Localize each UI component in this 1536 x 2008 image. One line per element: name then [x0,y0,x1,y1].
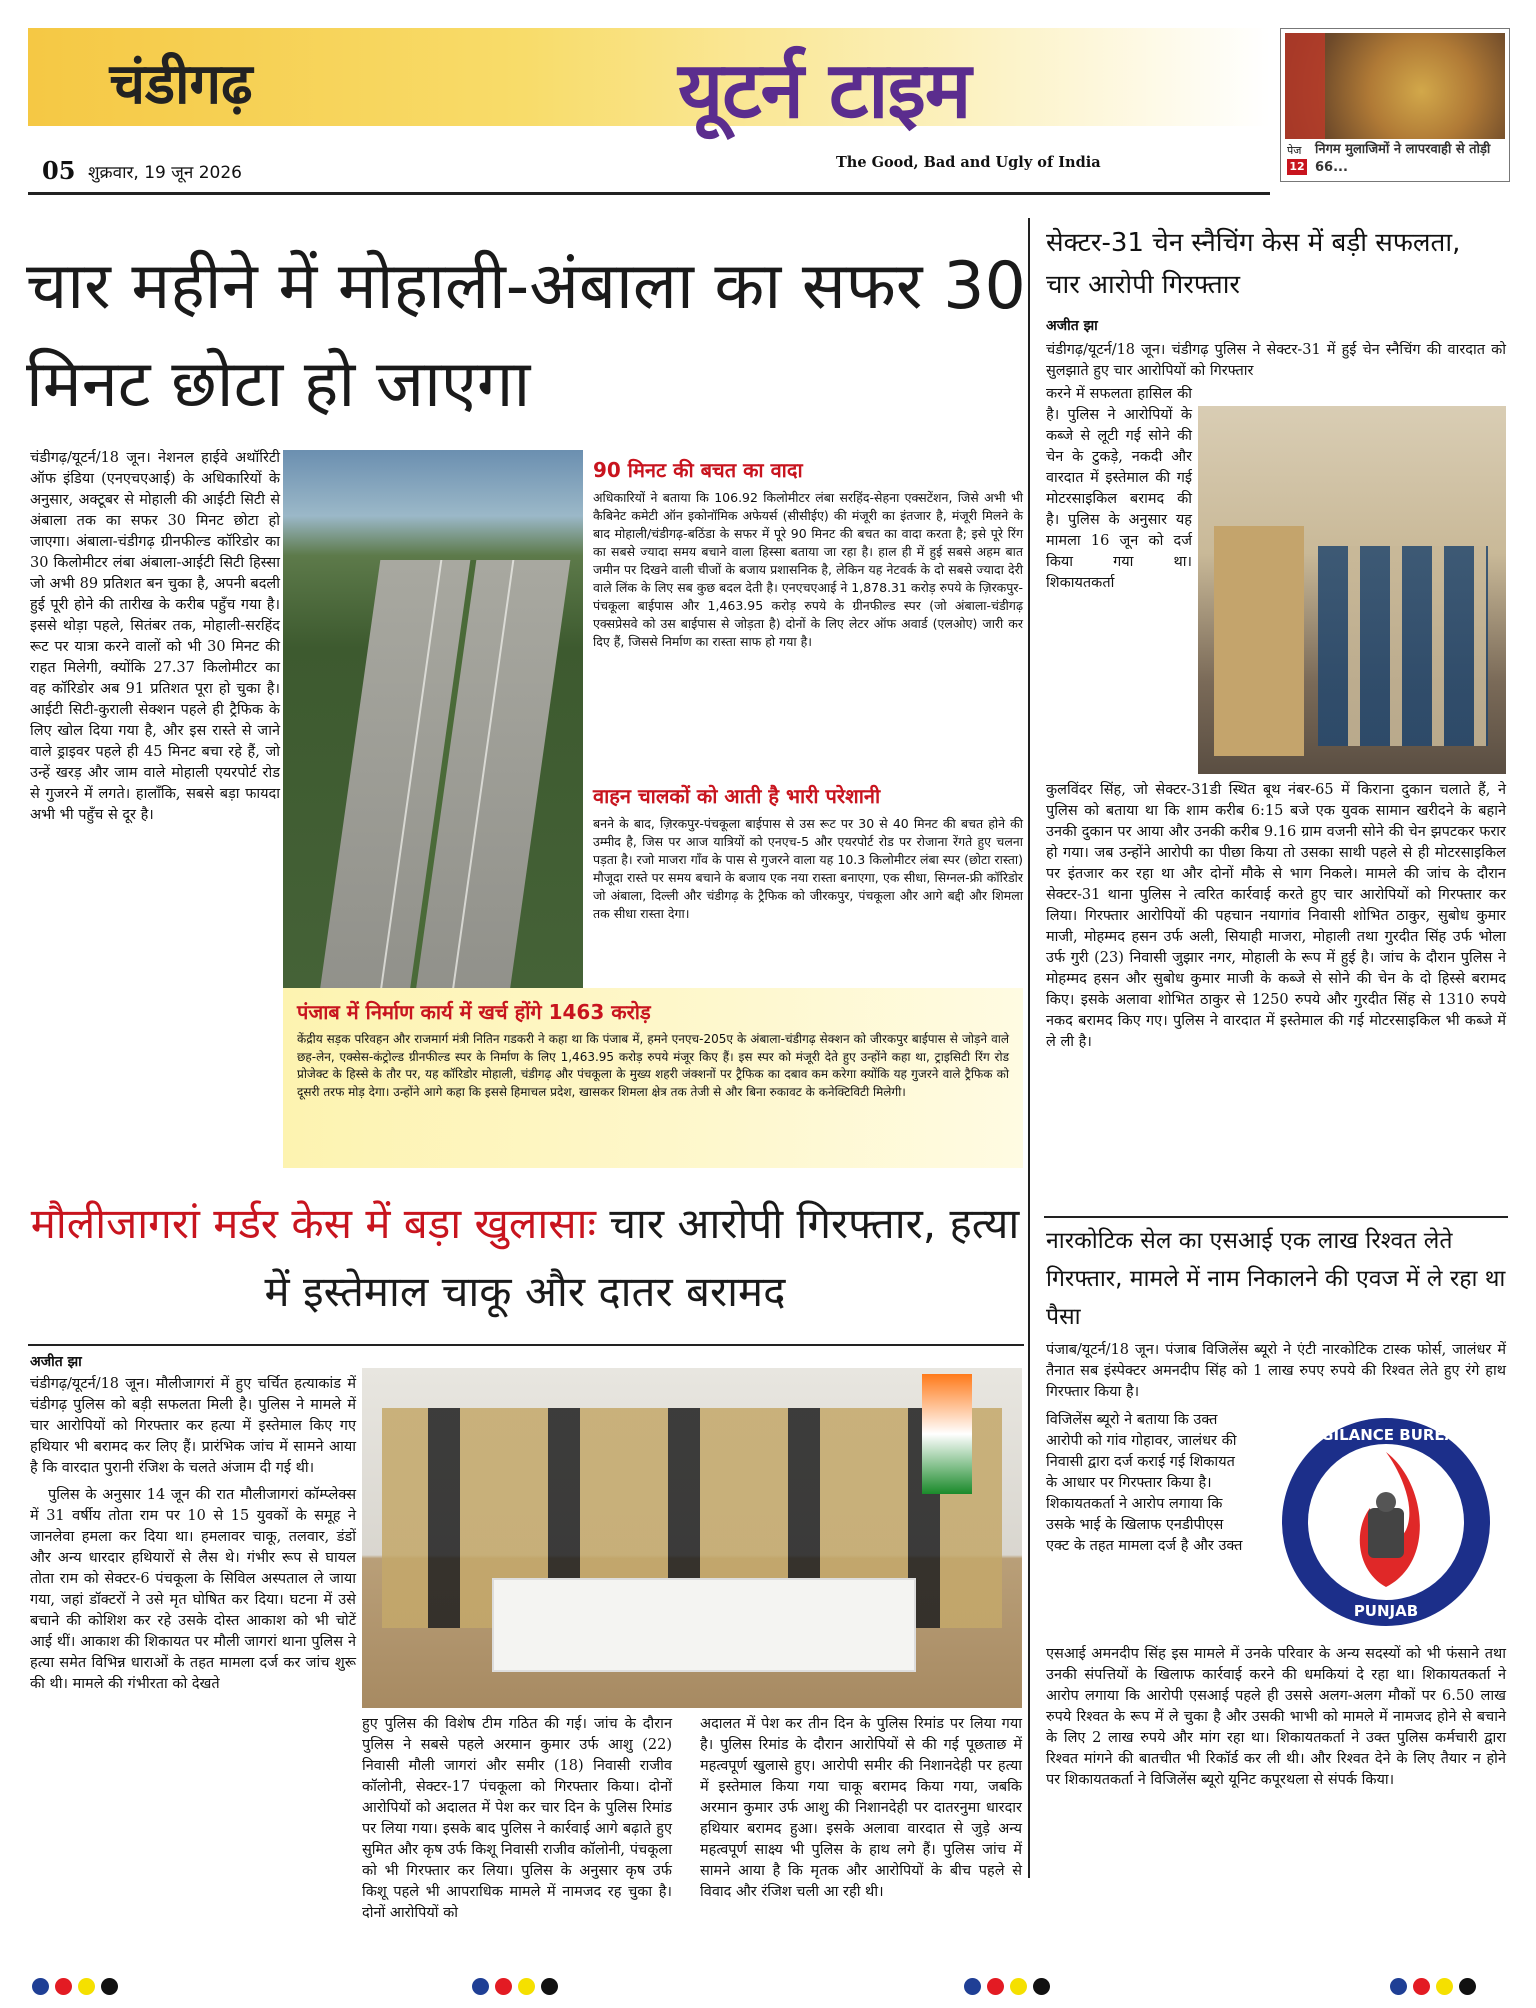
masthead-rule [28,192,1270,195]
registration-dots-center [472,1978,558,1995]
reg-dot [78,1978,95,1995]
teaser-photo [1285,33,1505,139]
reg-dot [1390,1978,1407,1995]
chain-narrow-text: करने में सफलता हासिल की है। पुलिस ने आरोपियों के कब्जे से लूटी गई सोने की चेन के टुकड़े, नकदी और वारदात में इस्तेमाल की गई मोटरसाइकिल बरामद की है। पुलिस के अनुसार यह मामला 16 जून को दर्ज किया गया था। शिकायतकर्ता [1046,386,1192,591]
vigilance-intro-text: पंजाब/यूटर्न/18 जून। पंजाब विजिलेंस ब्यूरो ने एंटी नारकोटिक टास्क फोर्स, जालंधर में तैनात सब इंस्पेक्टर अमनदीप सिंह को 1 लाख रुपए रुपये की रिश्वत लेते हुए रंगे हाथ गिरफ्तार किया है। [1046,1342,1506,1400]
registration-dots-left [32,1978,118,1995]
murder-col2-text: हुए पुलिस की विशेष टीम गठित की गई। जांच के दौरान पुलिस ने सबसे पहले अरमान कुमार उर्फ आशु (22) निवासी मौली जागरां और समीर (18) निवासी राजीव कॉलोनी, सेक्टर-17 पंचकूला को गिरफ्तार किया। दोनों आरोपियों को अदालत में पेश कर चार दिन के पुलिस रिमांड पर लिया गया। इसके बाद पुलिस ने कार्रवाई आगे बढ़ाते हुए सुमित और कृष उर्फ किशू निवासी राजीव कॉलोनी, पंचकूला को भी गिरफ्तार कर लिया। पुलिस के अनुसार कृष उर्फ किशू पहले भी आपराधिक मामले में नामजद रह चुका है। दोनों आरोपियों को [362,1716,672,1921]
masthead [28,28,1270,185]
vigilance-intro [1046,1340,1506,1403]
chain-headline: सेक्टर-31 चेन स्नैचिंग केस में बड़ी सफलता, चार आरोपी गिरफ्तार [1046,228,1461,300]
registration-dots-right [964,1978,1050,1995]
vigilance-narrow-text: विजिलेंस ब्यूरो ने बताया कि उक्त आरोपी को गांव गोहावर, जालंधर की निवासी द्वारा दर्ज कराई गई शिकायत के आधार पर गिरफ्तार किया है। शिकायतकर्ता ने आरोप लगाया कि उसके भाई के खिलाफ एनडीपीएस एक्ट के तहत मामला दर्ज है और उक्त [1046,1412,1243,1554]
reg-dot [32,1978,49,1995]
vigilance-logo-top-text: VIGILANCE BUREAU [1303,1426,1469,1444]
murder-headline-black: चार आरोपी गिरफ्तार, हत्या में इस्तेमाल चाकू और दातर बरामद [264,1199,1020,1316]
infobox-body: केंद्रीय सड़क परिवहन और राजमार्ग मंत्री नितिन गडकरी ने कहा था कि पंजाब में, हमने एनएच-205ए के अंबाला-चंडीगढ़ सेक्शन को जीरकपुर बाईपास से जोड़ने वाले छह-लेन, एक्सेस-कंट्रोल्ड ग्रीनफील्ड स्पर के निर्माण के लिए 1,463.95 करोड़ रुपये मंजूर किए हैं। इस स्पर को मंजूरी देते हुए उन्होंने कहा था, ट्राइसिटी रिंग रोड प्रोजेक्ट के हिस्से के तौर पर, यह कॉरिडोर मोहाली, चंडीगढ़ और पंचकूला के मुख्य शहरी जंक्शनों पर ट्रैफिक का दबाव कम करेगा क्योंकि यह गुजरने वाले ट्रैफिक को दूसरी तरफ मोड़ देगा। उन्होंने आगे कहा कि इससे हिमाचल प्रदेश, खासकर शिमला क्षेत्र तक तेजी से और बिना रुकावट के कनेक्टिविटी मिलेगी। [297,1032,1009,1099]
page-number: 05 [42,156,76,185]
registration-dots-far-right [1390,1978,1476,1995]
reg-dot [1010,1978,1027,1995]
vigilance-narrow [1046,1410,1250,1557]
sub2-title: वाहन चालकों को आती है भारी परेशानी [593,784,881,808]
vigilance-logo [1266,1412,1506,1634]
murder-rule [28,1344,1024,1346]
teaser-page-badge: 12 [1287,159,1307,175]
chain-rest-text: कुलविंदर सिंह, जो सेक्टर-31डी स्थित बूथ नंबर-65 में किराना दुकान चलाते हैं, ने पुलिस को बताया था कि शाम करीब 6:15 बजे एक युवक सामान खरीदने के बहाने उनकी दुकान पर आया और उनकी करीब 9.16 ग्राम वजनी सोने की चेन झपटकर फरार हो गया। जब उन्होंने आरोपी का पीछा किया तो उसका साथी पहले से ही मोटरसाइकिल पर इंतजार कर रहा था और दोनों मौके से भाग निकले। मामले की जांच के दौरान सेक्टर-31 थाना पुलिस ने त्वरित कार्रवाई करते हुए चार आरोपियों को गिरफ्तार कर लिया। गिरफ्तार आरोपियों की पहचान नयागांव निवासी शोभित ठाकुर, सुबोध कुमार माजी, मोहम्मद हसन उर्फ अली, सियाही माजरा, मोहाली तथा गुरदीत सिंह उर्फ भोला उर्फ गुरी (23) निवासी जुझार नगर, मोहाली के रूप में हुई है। जांच के दौरान पुलिस ने मोहम्मद हसन और सुबोध कुमार माजी के कब्जे से सोने की चेन के दो हिस्से बरामद किए। इसके अलावा शोभित ठाकुर से 1250 रुपये और गुरदीत सिंह से 1310 रुपये नकद बरामद किए गए। पुलिस ने वारदात में इस्तेमाल की गई मोटरसाइकिल भी कब्जे में ले ली है। [1046,782,1506,1050]
chain-intro [1046,340,1506,382]
sub2-body: बनने के बाद, ज़िरकपुर-पंचकूला बाईपास से उस रूट पर 30 से 40 मिनट की बचत होने की उम्मीद है, जिस पर आज यात्रियों को एनएच-5 और एयरपोर्ट रोड पर रोजाना रेंगते हुए चलना पड़ता है। रजो माजरा गाँव के पास से गुजरने वाला यह 10.3 किलोमीटर लंबा स्पर (छोटा रास्ता) मौजूदा रास्ते पर समय बचाने के बजाय एक नया रास्ता बनाएगा, एक सीधा, सिग्नल-फ्री कॉरिडोर जो अंबाला, दिल्ली और चंडीगढ़ के ट्रैफिक को जीरकपुर, पंचकूला और आगे बद्दी और शिमला तक सीधा रास्ता देगा। [593,816,1023,921]
reg-dot [1459,1978,1476,1995]
murder-byline: अजीत झा [30,1354,82,1370]
lead-sub2 [593,782,1023,923]
vigilance-bureau-seal [1266,1412,1506,1634]
murder-headline-red: मौलीजागरां मर्डर केस में बड़ा खुलासाः [30,1199,596,1248]
city-label: चंडीगढ़ [109,52,253,117]
reg-dot [1436,1978,1453,1995]
reg-dot [518,1978,535,1995]
murder-col3-text: अदालत में पेश कर तीन दिन के पुलिस रिमांड पर लिया गया है। पुलिस रिमांड के दौरान आरोपियों से की गई पूछताछ में महत्वपूर्ण खुलासे हुए। आरोपी समीर की निशानदेही पर हत्या में इस्तेमाल किया गया चाकू बरामद किया गया, जबकि अरमान कुमार उर्फ आशु की निशानदेही पर दातरनुमा धारदार हथियार बरामद हुआ। इसके अलावा वारदात से जुड़े अन्य महत्वपूर्ण साक्ष्य भी पुलिस के हाथ लगे हैं। पुलिस जांच में सामने आया है कि मृतक और आरोपियों के बीच पहले से विवाद और रंजिश चली आ रही थी। [700,1716,1022,1900]
vigilance-rest [1046,1644,1506,1791]
reg-dot [495,1978,512,1995]
murder-headline [30,1190,1020,1326]
infobox [283,988,1023,1168]
lead-body [30,448,280,826]
infobox-title: पंजाब में निर्माण कार्य में खर्च होंगे 1463 करोड़ [297,1000,651,1024]
murder-col1-text: चंडीगढ़/यूटर्न/18 जून। मौलीजागरां में हुए चर्चित हत्याकांड में चंडीगढ़ पुलिस को बड़ी सफलता मिली है। पुलिस ने मामले में चार आरोपियों को गिरफ्तार कर हत्या में इस्तेमाल किए गए हथियार भी बरामद कर लिए हैं। प्रारंभिक जांच में सामने आया है कि वारदात पुरानी रंजिश के चलते अंजाम दी गई थी। [30,1376,356,1476]
murder-col2 [362,1714,672,1924]
lead-body-text: चंडीगढ़/यूटर्न/18 जून। नेशनल हाईवे अथॉरिटी ऑफ इंडिया (एनएचएआई) के अधिकारियों के अनुसार, अक्टूबर से मोहाली की आईटी सिटी से अंबाला तक का सफर 30 मिनट छोटा हो जाएगा। अंबाला-चंडीगढ़ ग्रीनफील्ड कॉरिडोर का 30 किलोमीटर लंबा अंबाला-आईटी सिटी हिस्सा जो अभी 89 प्रतिशत बन चुका है, अपनी बदली हुई पूरी होने की तारीख के करीब पहुँच गया है। इससे थोड़ा पहले, सितंबर तक, मोहाली-सरहिंद रूट पर यात्रा करने वालों को भी 30 मिनट की राहत मिलेगी, क्योंकि 27.37 किलोमीटर का वह कॉरिडोर अब 91 प्रतिशत पूरा हो चुका है। आईटी सिटी-कुराली सेक्शन पहले ही ट्रैफिक के लिए खोल दिया गया है, और इस रास्ते से जाने वाले ड्राइवर पहले ही 45 मिनट बचा रहे हैं, जो उन्हें खरड़ और जाम वाले मोहाली एयरपोर्ट रोड से गुजरने में लगते। हालाँकि, सबसे बड़ा फायदा अभी भी पहुँच से दूर है। [30,450,280,823]
reg-dot [472,1978,489,1995]
column-rule [1028,218,1030,1878]
sub1-title: 90 मिनट की बचत का वादा [593,458,803,482]
reg-dot [987,1978,1004,1995]
reg-dot [541,1978,558,1995]
reg-dot [1413,1978,1430,1995]
tagline: The Good, Bad and Ugly of India [836,154,1101,171]
chain-narrow [1046,384,1192,594]
teaser-box[interactable] [1280,28,1510,182]
lead-headline: चार महीने में मोहाली-अंबाला का सफर 30 मिनट छोटा हो जाएगा [26,249,1026,422]
sub1-body: अधिकारियों ने बताया कि 106.92 किलोमीटर लंबा सरहिंद-सेहना एक्सटेंशन, जिसे अभी भी कैबिनेट कमेटी ऑन इकोनॉमिक अफेयर्स (सीसीईए) की मंजूरी का इंतजार है, मंजूरी मिलने के बाद मोहाली/चंडीगढ़-बठिंडा के सफर में पूरे 90 मिनट की बचत का वादा करता है; इसे पूरे रिंग का सबसे ज्यादा समय बचाने वाला हिस्सा बताया जा रहा है। हाल ही में हुई सबसे अहम बात जमीन पर दिखने वाली चीजों के बजाय प्रशासनिक है, लेकिन यह नेटवर्क के दो सबसे ज्यादा देरी वाले लिंक के लिए सब कुछ बदल देती है। एनएचएआई ने 1,878.31 करोड़ रुपये के ज़िरकपुर-पंचकूला बाईपास और 1,463.95 करोड़ रुपये के ग्रीनफील्ड स्पर (जो अंबाला-चंडीगढ़ एक्सप्रेसवे को उस बाईपास से जोड़ता है) दोनों के लिए लेटर ऑफ अवार्ड (एलओए) जारी कर दिए हैं, जिससे निर्माण का रास्ता साफ हो गया है। [593,490,1023,649]
reg-dot [101,1978,118,1995]
chain-rest [1046,780,1506,1053]
reg-dot [964,1978,981,1995]
lead-sub1 [593,456,1023,651]
murder-col1b-text: पुलिस के अनुसार 14 जून की रात मौलीजागरां कॉम्प्लेक्स में 31 वर्षीय तोता राम पर 10 से 15 युवकों के समूह ने जानलेवा हमला कर दिया था। हमलावर चाकू, तलवार, डंडों और अन्य धारदार हथियारों से लैस थे। गंभीर रूप से घायल तोता राम को सेक्टर-6 पंचकूला के सिविल अस्पताल ले जाया गया, जहां डॉक्टरों ने उसे मृत घोषित कर दिया। घटना में उसे बचाने की कोशिश कर रहे उसके दोस्त आकाश को भी चोटें आई थीं। आकाश की शिकायत पर मौली जागरां थाना पुलिस ने हत्या समेत विभिन्न धाराओं के तहत मामला दर्ज कर जांच शुरू की थी। मामले की गंभीरता को देखते [30,1487,356,1692]
teaser-text: निगम मुलाजिमों ने लापरवाही से तोड़ी 66... [1315,142,1491,175]
issue-date: शुक्रवार, 19 जून 2026 [88,163,242,183]
reg-dot [55,1978,72,1995]
brand-logo: यूटर्न टाइम [678,46,971,136]
vigilance-logo-bottom-text: PUNJAB [1353,1602,1419,1620]
teaser-page-label: पेज [1287,144,1302,157]
chain-photo [1198,406,1506,774]
reg-dot [1033,1978,1050,1995]
murder-col3 [700,1714,1022,1903]
vigilance-rest-text: एसआई अमनदीप सिंह इस मामले में उनके परिवार के अन्य सदस्यों को भी फंसाने तथा उनकी संपत्तियों के खिलाफ कार्रवाई करने की धमकियां दे रहा था। शिकायतकर्ता ने आरोप लगाया कि आरोपी एसआई पहले ही उससे अलग-अलग मौकों पर 6.50 लाख रुपये रिश्वत के रूप में ले चुका है और उसकी भाभी को मामले में नामजद होने से बचाने के लिए 2 लाख रुपये और मांग रहा था। शिकायतकर्ता ने उक्त पुलिस कर्मचारी द्वारा रिश्वत मांगने की बातचीत भी रिकॉर्ड कर ली थी। और रिश्वत देने के लिए तैयार न होने पर शिकायतकर्ता ने विजिलेंस ब्यूरो यूनिट कपूरथला से संपर्क किया। [1046,1646,1506,1788]
vigilance-headline: नारकोटिक सेल का एसआई एक लाख रिश्वत लेते गिरफ्तार, मामले में नाम निकालने की एवज में ले रहा था पैसा [1046,1228,1506,1330]
police-photo [362,1368,1022,1708]
chain-end-rule [1044,1216,1508,1218]
chain-byline: अजीत झा [1046,318,1098,334]
chain-intro-text: चंडीगढ़/यूटर्न/18 जून। चंडीगढ़ पुलिस ने सेक्टर-31 में हुई चेन स्नैचिंग की वारदात को सुलझाते हुए चार आरोपियों को गिरफ्तार [1046,342,1506,379]
murder-col1 [30,1374,356,1695]
